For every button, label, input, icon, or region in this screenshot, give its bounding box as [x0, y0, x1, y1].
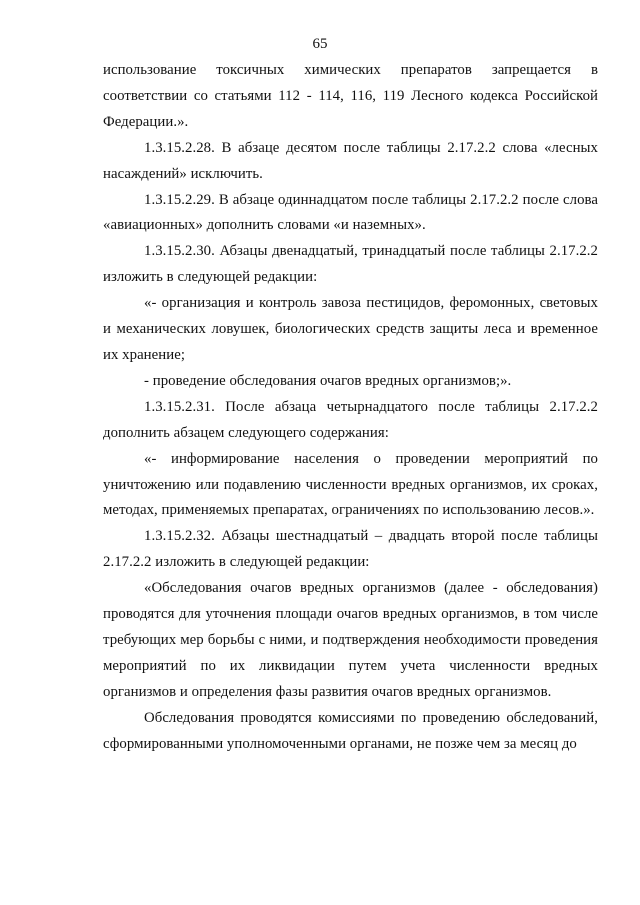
paragraph-item-1-3-15-2-32: 1.3.15.2.32. Абзацы шестнадцатый – двадцать второй после таблицы 2.17.2.2 изложить в следующей редакции: [103, 528, 598, 571]
paragraph-item-1-3-15-2-28: 1.3.15.2.28. В абзаце десятом после таблицы 2.17.2.2 слова «лесных насаждений» исключить. [103, 139, 598, 182]
paragraph-continuation: использование токсичных химических препаратов запрещается в соответствии со статьями 112 - 114, 116, 119 Лесного кодекса Российской Федерации.». [103, 62, 598, 130]
document-body [103, 58, 598, 757]
page-number: 65 [312, 36, 328, 52]
quoted-paragraph-inspections-purpose: «Обследования очагов вредных организмов (далее - обследования) проводятся для уточнения площади очагов вредных организмов, в том числе требующих мер борьбы с ними, и подтверждения необходимости проведения мероприятий по их ликвидации путем учета численности вредных организмов и определения фазы развития очагов вредных организмов. [103, 580, 598, 700]
quoted-paragraph-inspection: - проведение обследования очагов вредных организмов;». [144, 372, 512, 389]
quoted-paragraph-informing: «- информирование населения о проведении мероприятий по уничтожению или подавлению численности вредных организмов, их сроках, методах, применяемых препаратах, ограничениях по использованию лесов.». [103, 450, 598, 519]
paragraph-item-1-3-15-2-30: 1.3.15.2.30. Абзацы двенадцатый, тринадцатый после таблицы 2.17.2.2 изложить в следующей редакции: [103, 243, 598, 286]
quoted-paragraph-organization: «- организация и контроль завоза пестицидов, феромонных, световых и механических ловушек, биологических средств защиты леса и временное их хранение; [103, 295, 598, 363]
paragraph-item-1-3-15-2-29: 1.3.15.2.29. В абзаце одиннадцатом после таблицы 2.17.2.2 после слова «авиационных» дополнить словами «и наземных». [103, 191, 598, 234]
quoted-paragraph-inspections-commissions: Обследования проводятся комиссиями по проведению обследований, сформированными уполномоченными органами, не позже чем за месяц до [103, 709, 598, 752]
paragraph-item-1-3-15-2-31: 1.3.15.2.31. После абзаца четырнадцатого после таблицы 2.17.2.2 дополнить абзацем следующего содержания: [103, 398, 598, 441]
